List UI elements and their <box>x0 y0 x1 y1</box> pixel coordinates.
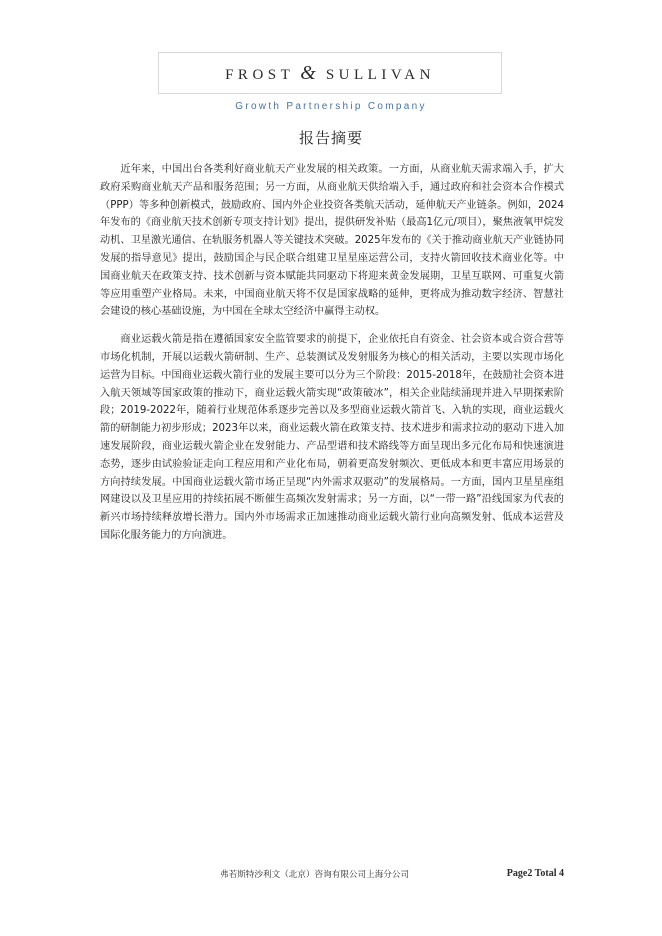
footer-company: 弗若斯特沙利文（北京）咨询有限公司上海分公司 <box>220 870 410 880</box>
company-tagline: Growth Partnership Company <box>235 101 427 112</box>
report-body <box>100 161 564 555</box>
company-logo <box>158 52 502 94</box>
logo-left-word: FROST <box>225 66 295 83</box>
logo-wordmark <box>225 62 435 85</box>
logo-right-word: SULLIVAN <box>325 66 435 83</box>
paragraph-launch-vehicles: 商业运载火箭是指在遵循国家安全监管要求的前提下，企业依托自有资金、社会资本或合资合营等市场化机制，开展以运载火箭研制、生产、总装测试及发射服务为核心的相关活动，主要以实现市场化运营为目标。中国商业运载火箭行业的发展主要可以分为三个阶段：2015-2018年，在鼓励社会资本进入航天领域等国家政策的推动下，商业运载火箭实现“政策破冰”，相关企业陆续涌现并进入早期探索阶段；2019-2022年，随着行业规范体系逐步完善以及多型商业运载火箭首飞、入轨的实现，商业运载火箭的研制能力初步形成；2023年以来，商业运载火箭在政策支持、技术进步和需求拉动的驱动下进入加速发展阶段，商业运载火箭企业在发射能力、产品型谱和技术路线等方面呈现出多元化布局和快速演进态势，逐步由试验验证走向工程应用和产业化布局，朝着更高发射频次、更低成本和更丰富应用场景的方向持续发展。中国商业运载火箭市场正呈现“内外需求双驱动”的发展格局。一方面，国内卫星星座组网建设以及卫星应用的持续拓展不断催生高频次发射需求；另一方面，以“一带一路”沿线国家为代表的新兴市场持续释放增长潜力。国内外市场需求正加速推动商业运载火箭行业向高频发射、低成本运营及国际化服务能力的方向演进。 <box>100 334 564 541</box>
page-number: Page2 Total 4 <box>506 868 564 879</box>
page-footer <box>100 868 564 882</box>
page-title: 报告摘要 <box>298 129 363 147</box>
logo-ampersand: & <box>300 61 316 84</box>
paragraph-policy: 近年来，中国出台各类利好商业航天产业发展的相关政策。一方面，从商业航天需求端入手，扩大政府采购商业航天产品和服务范围；另一方面，从商业航天供给端入手，通过政府和社会资本合作模式（PPP）等多种创新模式，鼓励政府、国内外企业投资各类航天活动，延伸航天产业链条。例如，2024年发布的《商业航天技术创新专项支持计划》提出，提供研发补贴（最高1亿元/项目），聚焦液氧甲烷发动机、卫星激光通信、在轨服务机器人等关键技术突破。2025年发布的《关于推动商业航天产业链协同发展的指导意见》提出，鼓励国企与民企联合组建卫星星座运营公司，支持火箭回收技术商业化等。中国商业航天在政策支持、技术创新与资本赋能共同驱动下将迎来黄金发展期，卫星互联网、可重复火箭等应用重塑产业格局。未来，中国商业航天将不仅是国家战略的延伸，更将成为推动数字经济、智慧社会建设的核心基础设施，为中国在全球太空经济中赢得主动权。 <box>100 164 564 318</box>
